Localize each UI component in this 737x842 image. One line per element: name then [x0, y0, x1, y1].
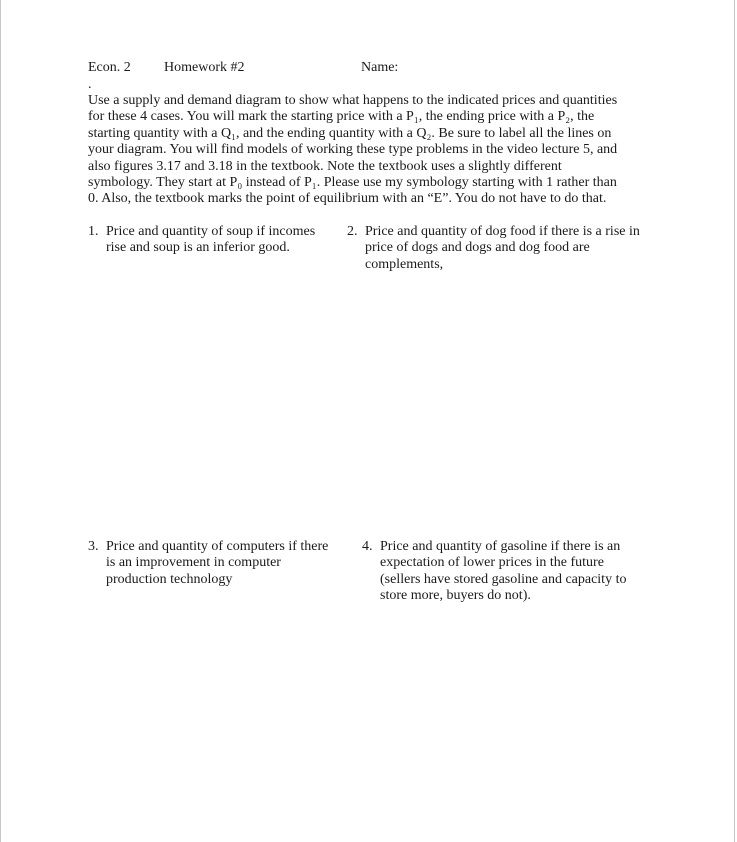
instructions-line: symbology. They start at P₀ instead of P₁. Please use my symbology starting with 1 rather than	[88, 175, 617, 191]
question-text	[106, 224, 333, 257]
homework-title: Homework #2	[164, 60, 245, 75]
question-line: store more, buyers do not).	[380, 588, 531, 604]
question-line: price of dogs and dogs and dog food are	[365, 240, 590, 256]
instructions-line: starting quantity with a Q₁, and the ending quantity with a Q₂. Be sure to label all the lines on	[88, 125, 612, 141]
question-4	[362, 539, 652, 605]
instructions-line: your diagram. You will find models of working these type problems in the video lecture 5, and	[88, 142, 618, 158]
name-label: Name:	[361, 60, 399, 75]
instructions-paragraph	[88, 93, 648, 208]
instructions-line: for these 4 cases. You will mark the starting price with a P₁, the ending price with a P₂, the	[88, 109, 595, 125]
instructions-line: also figures 3.17 and 3.18 in the textbook. Note the textbook uses a slightly different	[88, 158, 562, 174]
question-line: Price and quantity of soup if incomes	[106, 224, 316, 239]
question-line: production technology	[106, 571, 233, 587]
question-line: Price and quantity of gasoline if there is an	[380, 539, 621, 554]
instructions-line: Use a supply and demand diagram to show what happens to the indicated prices and quantities	[88, 93, 618, 108]
question-line: complements,	[365, 256, 444, 272]
question-number: 3.	[88, 539, 99, 554]
question-3	[88, 539, 348, 588]
question-line: (sellers have stored gasoline and capacity to	[380, 571, 627, 587]
question-text	[106, 539, 348, 588]
question-1	[88, 224, 333, 257]
question-line: is an improvement in computer	[106, 555, 281, 571]
question-2	[347, 224, 657, 273]
stray-mark: .	[88, 77, 92, 92]
instructions-line: 0. Also, the textbook marks the point of equilibrium with an “E”. You do not have to do that.	[88, 191, 607, 207]
question-text	[365, 224, 657, 273]
question-number: 2.	[347, 224, 358, 239]
question-text	[380, 539, 652, 605]
question-line: expectation of lower prices in the future	[380, 555, 604, 571]
question-number: 4.	[362, 539, 373, 554]
question-line: Price and quantity of computers if there	[106, 539, 329, 554]
question-line: rise and soup is an inferior good.	[106, 240, 290, 256]
question-line: Price and quantity of dog food if there is a rise in	[365, 224, 640, 239]
question-number: 1.	[88, 224, 99, 239]
course-label: Econ. 2	[88, 60, 131, 75]
